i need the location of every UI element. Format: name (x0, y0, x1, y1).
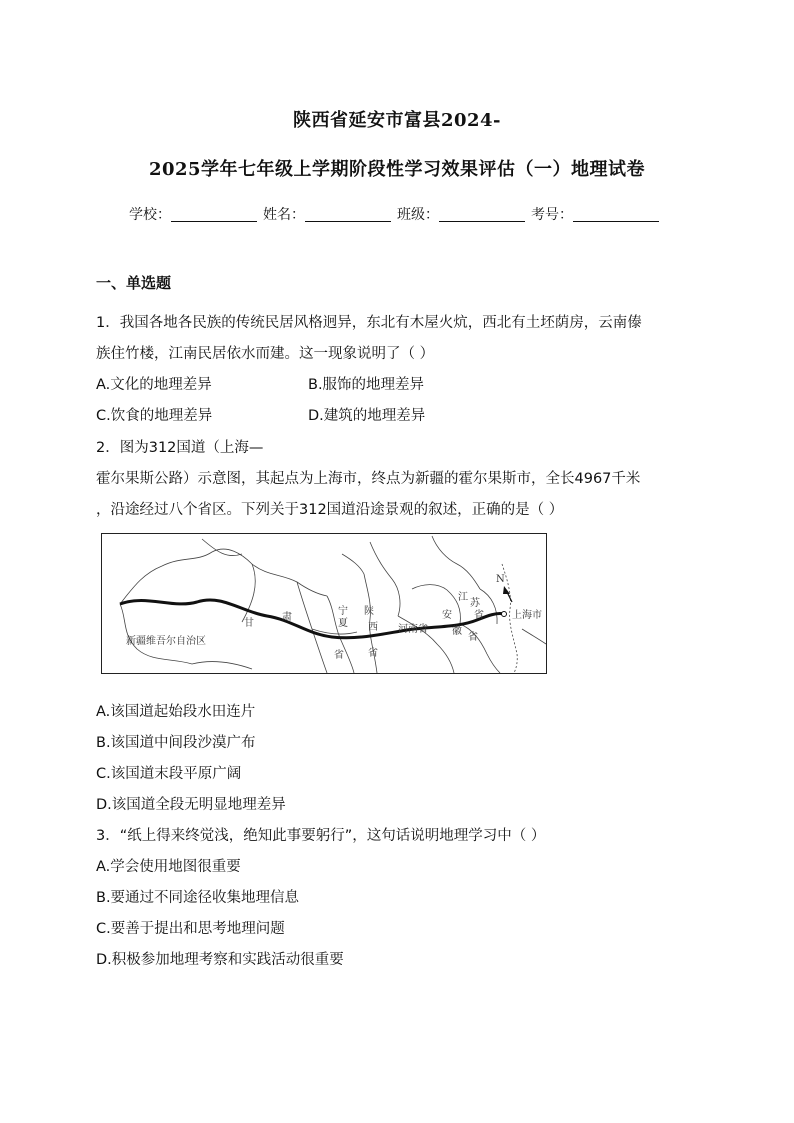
label-xinjiang: 新疆维吾尔自治区 (126, 636, 206, 647)
label-an: 安 (442, 610, 452, 621)
q1-option-a: A.文化的地理差异 (96, 377, 212, 393)
q1-option-b: B.服饰的地理差异 (308, 377, 425, 393)
label-gan: 甘 (244, 618, 254, 629)
section-title: 一、单选题 (96, 274, 172, 292)
label-shanghai: 上海市 (512, 610, 542, 621)
q2-option-c: C.该国道末段平原广阔 (96, 766, 242, 782)
q2-option-d: D.该国道全段无明显地理差异 (96, 797, 286, 813)
label-sheng1: 省 (334, 650, 344, 661)
q2-option-a: A.该国道起始段水田连片 (96, 704, 256, 720)
q1-option-d: D.建筑的地理差异 (308, 408, 426, 424)
label-su: 肃 (282, 612, 292, 623)
name-blank (305, 207, 391, 222)
q3-option-c: C.要善于提出和思考地理问题 (96, 921, 285, 937)
label-xi: 西 (368, 622, 378, 633)
q2-stem-line3: ，沿途经过八个省区。下列关于312国道沿途景观的叙述，正确的是（ ） (96, 502, 564, 518)
label-jiang: 江 (458, 592, 468, 603)
number-label: 考号： (531, 207, 573, 223)
label-henan: 河南省 (398, 624, 428, 635)
label-sheng3: 省 (468, 632, 478, 643)
label-hui: 徽 (452, 626, 462, 637)
school-blank (171, 207, 257, 222)
q3-option-d: D.积极参加地理考察和实践活动很重要 (96, 952, 344, 968)
q2-stem-line2: 霍尔果斯公路）示意图，其起点为上海市，终点为新疆的霍尔果斯市，全长4967千米 (96, 471, 641, 487)
exam-title-line2: 2025学年七年级上学期阶段性学习效果评估（一）地理试卷 (148, 159, 646, 180)
q1-stem-line2: 族住竹楼，江南民居依水而建。这一现象说明了（ ） (96, 346, 435, 362)
route-312-map (101, 533, 547, 674)
number-blank (573, 207, 659, 222)
label-ning: 宁 (338, 606, 348, 617)
label-xia: 夏 (338, 618, 348, 629)
student-info-row (0, 204, 794, 224)
label-su2: 苏 (470, 598, 480, 609)
q3-option-a: A.学会使用地图很重要 (96, 859, 241, 875)
q3-option-b: B.要通过不同途径收集地理信息 (96, 890, 300, 906)
q3-stem: 3．“纸上得来终觉浅，绝知此事要躬行”，这句话说明地理学习中（ ） (96, 828, 546, 844)
class-blank (439, 207, 525, 222)
q2-stem-line1: 2．图为312国道（上海— (96, 440, 264, 456)
class-label: 班级： (397, 207, 439, 223)
map-graphic (102, 534, 548, 675)
q1-stem-line1: 1．我国各地各民族的传统民居风格迥异，东北有木屋火炕，西北有土坯荫房，云南傣 (96, 315, 642, 331)
school-label: 学校： (129, 207, 171, 223)
north-label: N (496, 574, 505, 585)
label-shaan: 陕 (364, 606, 374, 617)
label-sheng2: 省 (368, 648, 378, 659)
shanghai-marker (502, 612, 507, 617)
q1-option-c: C.饮食的地理差异 (96, 408, 213, 424)
q2-option-b: B.该国道中间段沙漠广布 (96, 735, 256, 751)
exam-title-line1: 陕西省延安市富县2024- (292, 110, 502, 131)
label-sheng4: 省 (474, 610, 484, 621)
name-label: 姓名： (263, 207, 305, 223)
